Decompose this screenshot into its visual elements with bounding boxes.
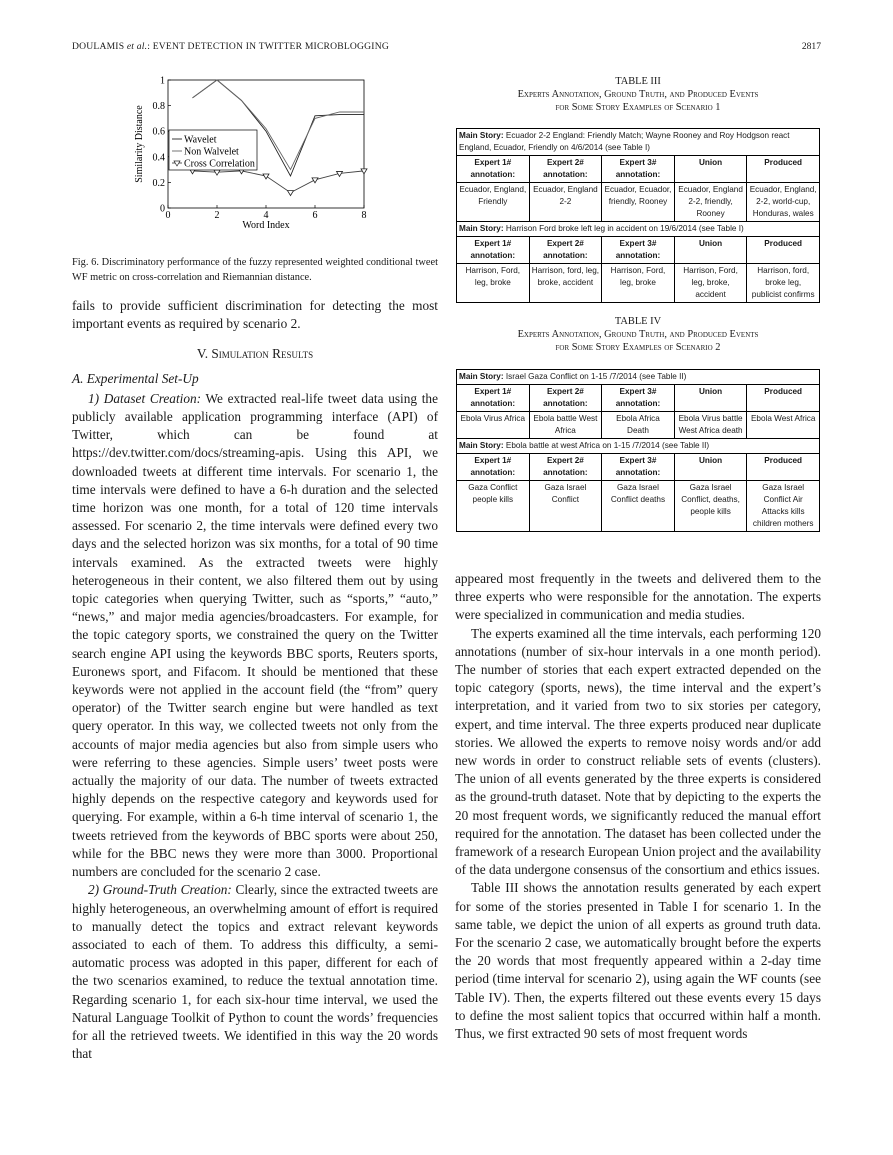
table-header-cell: Produced bbox=[747, 237, 820, 264]
y-tick-label: 0.4 bbox=[152, 152, 165, 164]
x-axis-label: Word Index bbox=[242, 220, 290, 231]
table-header-cell: Expert 3# annotation: bbox=[602, 454, 675, 481]
legend-entry: Non Walvelet bbox=[184, 146, 239, 158]
table-cell: Harrison, ford, broke leg, publicist confirms bbox=[747, 264, 820, 303]
table-header-cell: Expert 2# annotation: bbox=[529, 385, 602, 412]
table-4 bbox=[456, 369, 820, 532]
main-story-text: Israel Gaza Conflict on 1-15 /7/2014 (see Table II) bbox=[503, 372, 687, 381]
table-cell: Gaza Israel Conflict bbox=[529, 481, 602, 532]
figure-caption: Fig. 6. Discriminatory performance of the fuzzy represented weighted conditional tweet WF metric on cross-correlation and Riemannian distance. bbox=[72, 257, 438, 283]
table-cell: Ecuador, Ecuador, friendly, Rooney bbox=[602, 183, 675, 222]
table-header-cell: Produced bbox=[747, 385, 820, 412]
x-tick-label: 8 bbox=[361, 210, 367, 221]
table-cell: Ebola West Africa bbox=[747, 412, 820, 439]
main-story-row bbox=[457, 370, 820, 385]
table-header-cell: Union bbox=[674, 454, 747, 481]
y-tick-label: 0.8 bbox=[152, 101, 165, 113]
table-header-cell: Union bbox=[674, 156, 747, 183]
paragraph: Table III shows the annotation results generated by each expert for some of the stories presented in Table I for scenario 1. In the same table, we depict the union of all experts as ground truth data. For the scenario 2 case, we automatically brought before the experts the 20 words that most frequently appeared within a 2-day time period (time interval for scenario 2), using again the WF counts (see Table IV). Then, the experts filtered out these events every 15 days to define the most salient topics that occurred within half a month. Thus, we first extracted 90 sets of most frequent words bbox=[455, 880, 821, 1042]
table-header-cell: Union bbox=[674, 385, 747, 412]
table-header-cell: Expert 3# annotation: bbox=[602, 385, 675, 412]
main-story-row bbox=[457, 129, 820, 156]
table-cell: Harrison, Ford, leg, broke bbox=[602, 264, 675, 303]
legend-entry: Wavelet bbox=[184, 134, 217, 146]
table3-caption-line2: for Some Story Examples of Scenario 1 bbox=[555, 102, 721, 113]
table-cell: Gaza Conflict people kills bbox=[457, 481, 530, 532]
main-story-label: Main Story: bbox=[459, 372, 504, 381]
paragraph-dataset-creation: 1) Dataset Creation: We extracted real-life tweet data using the publicly available application programming interface (API) of Twitter, which can be found at https://dev.twitter.com/docs/streaming-apis. Using this API, we downloaded tweets at different time intervals. For scenario 1, the time intervals were defined to have a 6-h duration and the selected time horizon was one month, for a total of 120 time intervals assessed. For scenario 2, the time intervals were defined every two days and the selected horizon was six months, for a total of 90 time intervals examined. As the extracted tweets were highly heterogeneous in their content, we also filtered them out by using topic categories when querying Twitter, such as “sports,” “auto,” “news,” and major media agencies/broadcasters. For example, for the topic category sports, we constrained the query on the Twitter search engine API using the keywords BBC sports, Reuters sports, Euronews sport, and Fifacom. It should be mentioned that these keywords were not applied in the account field (the “from” query operator) of the Twitter search engine but were handled as text query operator. In this way, we collected tweets not only from the accounts of major media agencies but also from simple users who were referring to these agencies. Simple users’ tweet posts were actually the majority of our data. The number of tweets extracted highly depends on the respective category and keywords used for querying. For example, within a 6-h time interval of scenario 1, the tweets retrieved from the keywords of BBC sports were about 250, while for the BBC news they were more than 3000. Proportional numbers are concluded for the scenario 2 case. bbox=[72, 390, 438, 880]
table-header-cell: Produced bbox=[747, 156, 820, 183]
main-story-text: Harrison Ford broke left leg in accident on 19/6/2014 (see Table I) bbox=[503, 224, 744, 233]
table-header-cell: Expert 1# annotation: bbox=[457, 237, 530, 264]
paragraph: The experts examined all the time intervals, each performing 120 annotations (number of six-hour intervals in a one month period). The number of stories that each expert extracted depended on the topic category (sports, news), the time interval and the expert’s interpretation, and it varied from two to six stories per category, expert, and time interval. The three experts produced near duplicate stories. We allowed the experts to remove noisy words and/or add new words in order to construct reliable sets of events (clusters). The union of all events generated by the three experts is considered as the ground-truth dataset. Note that by depicting to the experts the 20 most frequent words, we significantly reduced the manual effort required for the annotation. The dataset has been collected under the framework of a research European Union project and the availability of the data undergone consensus of the consortium and ethics issues. bbox=[455, 625, 821, 878]
table-cell: Harrison, Ford, leg, broke bbox=[457, 264, 530, 303]
y-axis-label: Similarity Distance bbox=[134, 105, 145, 183]
right-column bbox=[455, 570, 821, 1043]
main-story-text: Ecuador 2-2 England: Friendly Match; Wayne Rooney and Roy Hodgson react England, Ecuador, Friendly on 4/6/2014 (see Table I) bbox=[459, 131, 790, 152]
figure-6-chart bbox=[132, 74, 392, 234]
section-heading: V. Simulation Results bbox=[196, 346, 314, 362]
main-story-label: Main Story: bbox=[459, 441, 504, 450]
paragraph-ground-truth: 2) Ground-Truth Creation: Clearly, since the extracted tweets are highly heterogeneous, an overwhelming amount of effort is required to manually detect the topics and extract relevant keywords associated to each of them. To address this difficulty, a semi-automatic process was adopted in this paper, different for each of the two scenarios examined, to reduce the textual annotation time. Regarding scenario 1, for each six-hour time interval, we used the Natural Language Toolkit of Python to count the words’ frequencies for all the retrieved tweets. We identified in this way the 20 words that bbox=[72, 882, 438, 1062]
table3-title: TABLE III bbox=[615, 76, 661, 87]
table-header-cell: Expert 1# annotation: bbox=[457, 454, 530, 481]
table-cell: Ebola battle West Africa bbox=[529, 412, 602, 439]
y-tick-label: 1 bbox=[160, 75, 165, 87]
table4-caption bbox=[455, 315, 821, 354]
table-cell: Ebola Virus battle West Africa death bbox=[674, 412, 747, 439]
table-cell: Ecuador, England, Friendly bbox=[457, 183, 530, 222]
table-cell: Harrison, ford, leg, broke, accident bbox=[529, 264, 602, 303]
table3-caption bbox=[455, 75, 821, 114]
main-story-row bbox=[457, 439, 820, 454]
running-header-title: DOULAMIS et al.: EVENT DETECTION IN TWITTER MICROBLOGGING bbox=[72, 41, 389, 52]
x-tick-label: 0 bbox=[165, 210, 171, 221]
table4-caption-line1: Experts Annotation, Ground Truth, and Produced Events bbox=[517, 329, 759, 340]
table-cell: Ecuador, England 2-2 bbox=[529, 183, 602, 222]
table-cell: Ecuador, England, 2-2, world-cup, Honduras, wales bbox=[747, 183, 820, 222]
table3-caption-line1: Experts Annotation, Ground Truth, and Produced Events bbox=[517, 89, 759, 100]
data-point bbox=[312, 178, 318, 183]
y-tick-label: 0 bbox=[160, 203, 165, 215]
main-story-label: Main Story: bbox=[459, 131, 504, 140]
y-tick-label: 0.6 bbox=[152, 126, 165, 138]
legend-entry: Cross Correlation bbox=[184, 158, 255, 170]
table-3 bbox=[456, 128, 820, 303]
table-header-cell: Union bbox=[674, 237, 747, 264]
table-header-cell: Expert 1# annotation: bbox=[457, 385, 530, 412]
table-cell: Ebola Virus Africa bbox=[457, 412, 530, 439]
table4-caption-line2: for Some Story Examples of Scenario 2 bbox=[555, 342, 721, 353]
main-story-text: Ebola battle at west Africa on 1-15 /7/2014 (see Table II) bbox=[503, 441, 710, 450]
table-cell: Harrison, Ford, leg, broke, accident bbox=[674, 264, 747, 303]
x-tick-label: 2 bbox=[214, 210, 220, 221]
table-header-cell: Expert 2# annotation: bbox=[529, 454, 602, 481]
data-point bbox=[263, 174, 269, 179]
table-header-cell: Expert 2# annotation: bbox=[529, 156, 602, 183]
page-number: 2817 bbox=[801, 41, 821, 52]
table-header-cell: Expert 1# annotation: bbox=[457, 156, 530, 183]
table-cell: Gaza Israel Conflict Air Attacks kills children mothers bbox=[747, 481, 820, 532]
table-cell: Ecuador, England 2-2, friendly, Rooney bbox=[674, 183, 747, 222]
x-tick-label: 4 bbox=[263, 210, 269, 221]
main-story-label: Main Story: bbox=[459, 224, 504, 233]
table-header-cell: Expert 3# annotation: bbox=[602, 156, 675, 183]
data-point bbox=[214, 170, 220, 175]
subsection-heading: A. Experimental Set-Up bbox=[72, 370, 199, 386]
y-tick-label: 0.2 bbox=[152, 177, 165, 189]
table4-title: TABLE IV bbox=[614, 316, 662, 327]
paragraph: fails to provide sufficient discrimination for detecting the most important events as required by scenario 2. bbox=[72, 298, 438, 332]
table-header-cell: Expert 3# annotation: bbox=[602, 237, 675, 264]
left-column bbox=[72, 297, 438, 1063]
table-cell: Gaza Israel Conflict, deaths, people kills bbox=[674, 481, 747, 532]
table-cell: Gaza Israel Conflict deaths bbox=[602, 481, 675, 532]
table-header-cell: Produced bbox=[747, 454, 820, 481]
table-cell: Ebola Africa Death bbox=[602, 412, 675, 439]
data-point bbox=[288, 191, 294, 196]
paragraph: appeared most frequently in the tweets and delivered them to the three experts who were responsible for the annotation. The experts were specialized in communication and media studies. bbox=[455, 571, 821, 623]
table-header-cell: Expert 2# annotation: bbox=[529, 237, 602, 264]
main-story-row bbox=[457, 222, 820, 237]
x-tick-label: 6 bbox=[312, 210, 318, 221]
